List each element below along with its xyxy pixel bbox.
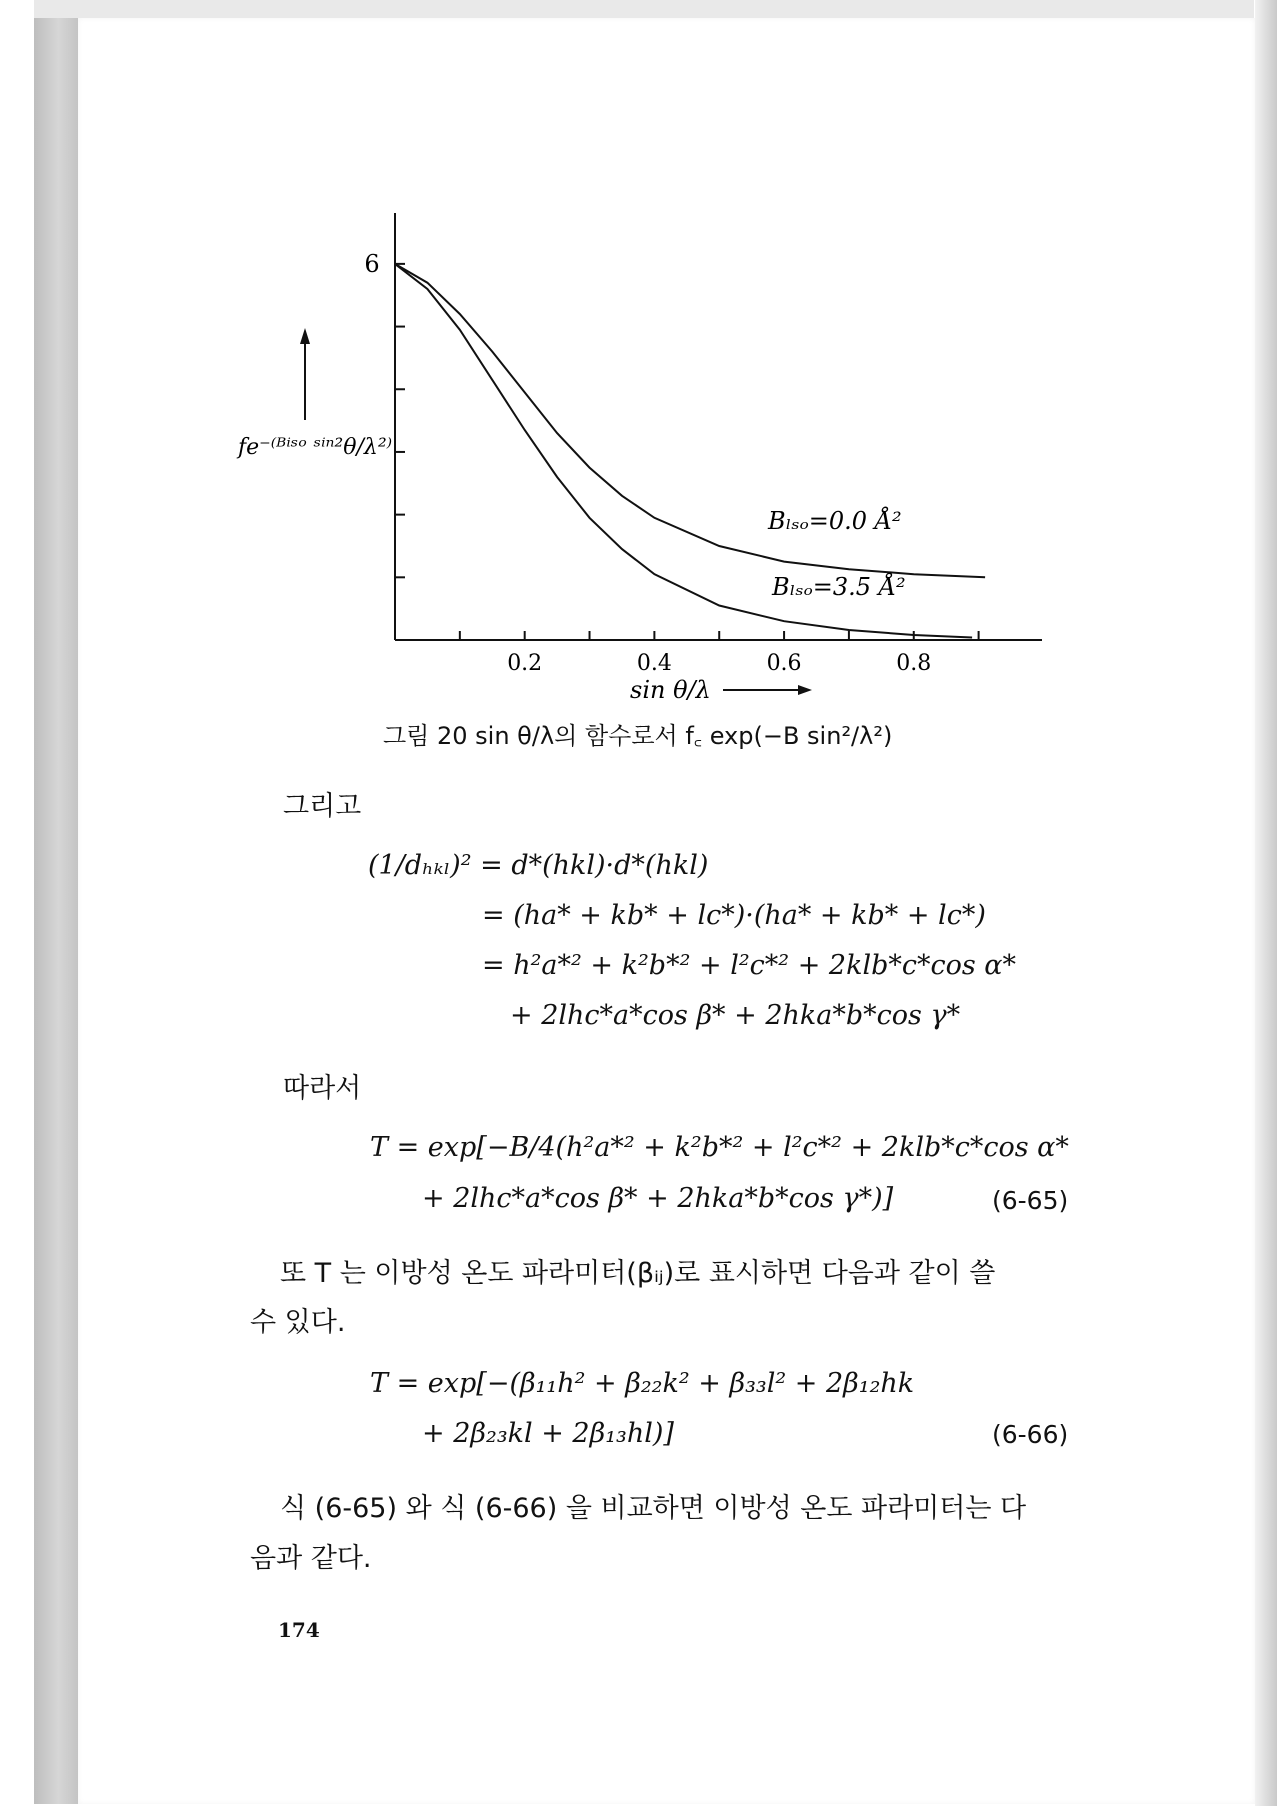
book-top-edge <box>34 0 1254 18</box>
equation-1-line-1: (1/dₕₖₗ)² = d*(hkl)·d*(hkl) <box>368 850 709 881</box>
equation-1-line-4: + 2lhc*a*cos β* + 2hka*b*cos γ* <box>510 1000 961 1031</box>
y-axis-label: fe⁻⁽ᴮⁱˢᵒ ˢⁱⁿ²θ/λ²⁾ <box>238 435 393 460</box>
paragraph-anisotropic-line-2: 수 있다. <box>250 1307 346 1338</box>
book-right-edge <box>1255 0 1277 1806</box>
y-tick-marks <box>395 264 405 577</box>
figure-caption: 그림 20 sin θ/λ의 함수로서 f꜀ exp(−B sin²/λ²) <box>383 722 893 750</box>
equation-6-65-line-1: T = exp[−B/4(h²a*² + k²b*² + l²c*² + 2klb*c*cos α* <box>370 1132 1069 1163</box>
x-tick-label-0.6: 0.6 <box>766 651 802 676</box>
x-tick-label-0.8: 0.8 <box>896 651 932 676</box>
paragraph-and: 그리고 <box>283 791 362 822</box>
curve-label-biso-0: Bₗₛₒ=0.0 Å² <box>768 507 902 535</box>
x-arrow-head <box>798 685 812 695</box>
curve-label-biso-3-5: Bₗₛₒ=3.5 Å² <box>772 573 906 601</box>
x-tick-marks <box>460 631 979 640</box>
equation-1-line-2: = (ha* + kb* + lc*)·(ha* + kb* + lc*) <box>482 900 986 931</box>
y-arrow-head <box>300 328 310 344</box>
paragraph-compare-line-2: 음과 같다. <box>250 1543 372 1574</box>
equation-number-6-65: (6-65) <box>992 1186 1069 1215</box>
x-axis-label: sin θ/λ <box>630 676 711 704</box>
equation-1-line-3: = h²a*² + k²b*² + l²c*² + 2klb*c*cos α* <box>482 950 1017 981</box>
equation-6-66-line-1: T = exp[−(β₁₁h² + β₂₂k² + β₃₃l² + 2β₁₂hk <box>370 1368 915 1399</box>
y-tick-label-6: 6 <box>364 250 380 278</box>
page-number: 174 <box>278 1618 320 1642</box>
equation-6-65-line-2: + 2lhc*a*cos β* + 2hka*b*cos γ*)] <box>422 1183 894 1214</box>
book-spine <box>34 18 78 1804</box>
x-tick-labels <box>507 651 931 676</box>
paragraph-compare-line-1: 식 (6-65) 와 식 (6-66) 을 비교하면 이방성 온도 파라미터는 다 <box>280 1493 1027 1524</box>
equation-number-6-66: (6-66) <box>992 1420 1069 1449</box>
x-tick-label-0.4: 0.4 <box>636 651 672 676</box>
paragraph-anisotropic-line-1: 또 T 는 이방성 온도 파라미터(βᵢⱼ)로 표시하면 다음과 같이 쓸 <box>280 1258 996 1289</box>
paragraph-therefore: 따라서 <box>283 1073 362 1104</box>
equation-6-66-line-2: + 2β₂₃kl + 2β₁₃hl)] <box>422 1418 674 1449</box>
x-tick-label-0.2: 0.2 <box>507 651 543 676</box>
figure-chart <box>220 200 1060 720</box>
